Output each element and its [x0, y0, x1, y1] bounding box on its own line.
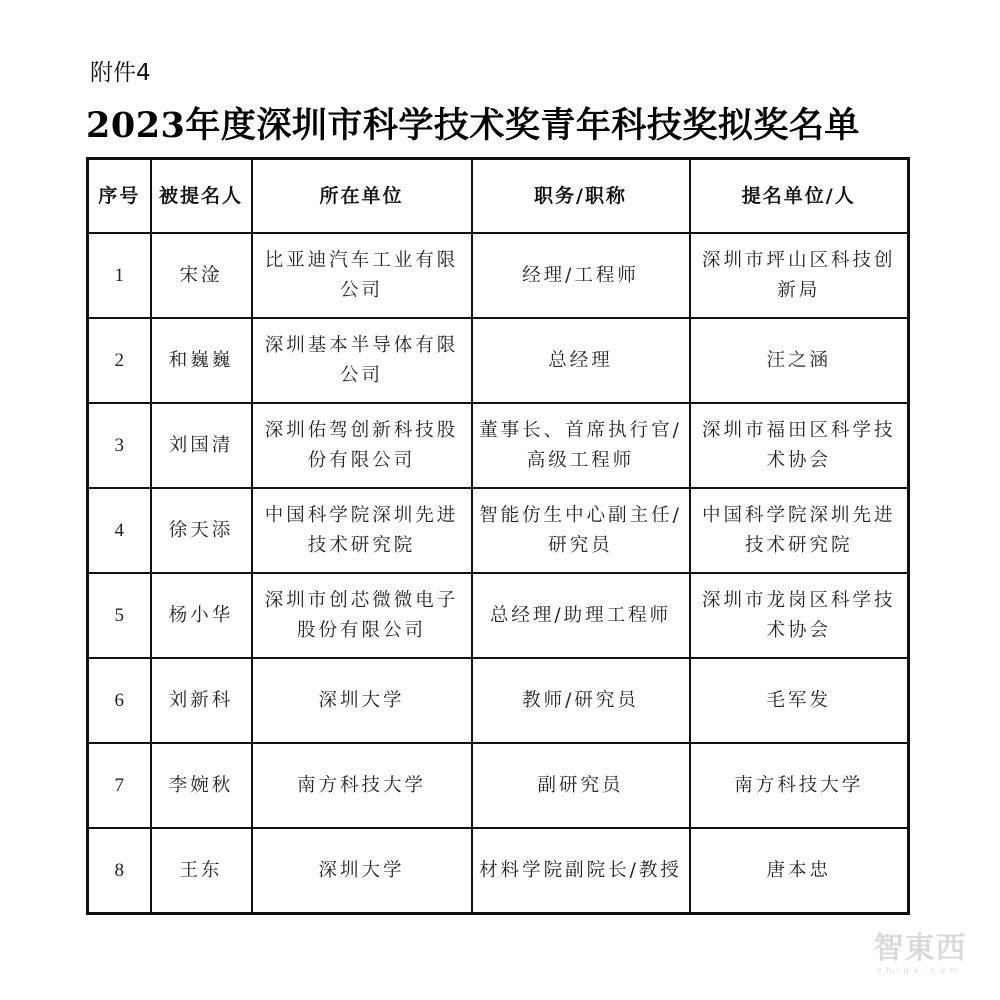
column-header-position: 职务/职称	[472, 159, 690, 234]
award-list-table	[86, 157, 910, 915]
attachment-label: 附件4	[90, 60, 151, 86]
cell-organization: 南方科技大学	[252, 743, 472, 828]
cell-organization: 深圳市创芯微微电子股份有限公司	[252, 573, 472, 658]
cell-no: 5	[88, 573, 151, 658]
cell-no: 7	[88, 743, 151, 828]
cell-nominator: 汪之涵	[690, 318, 909, 403]
column-header-nominator: 提名单位/人	[690, 159, 909, 234]
cell-name: 杨小华	[151, 573, 252, 658]
cell-nominator: 唐本忠	[690, 828, 909, 914]
cell-name: 刘新科	[151, 658, 252, 743]
cell-no: 8	[88, 828, 151, 914]
cell-position: 材料学院副院长/教授	[472, 828, 690, 914]
cell-organization: 深圳大学	[252, 828, 472, 914]
cell-organization: 深圳佑驾创新科技股份有限公司	[252, 403, 472, 488]
cell-name: 王东	[151, 828, 252, 914]
cell-position: 董事长、首席执行官/高级工程师	[472, 403, 690, 488]
watermark-logo-text: 智東西	[873, 931, 967, 966]
watermark-domain: zhidx.com	[877, 966, 963, 975]
cell-no: 2	[88, 318, 151, 403]
cell-name: 宋淦	[151, 233, 252, 318]
table-row	[88, 743, 909, 828]
cell-nominator: 南方科技大学	[690, 743, 909, 828]
cell-name: 李婉秋	[151, 743, 252, 828]
cell-no: 6	[88, 658, 151, 743]
cell-name: 刘国清	[151, 403, 252, 488]
cell-nominator: 中国科学院深圳先进技术研究院	[690, 488, 909, 573]
cell-organization: 中国科学院深圳先进技术研究院	[252, 488, 472, 573]
table-row	[88, 828, 909, 914]
cell-nominator: 深圳市龙岗区科学技术协会	[690, 573, 909, 658]
column-header-organization: 所在单位	[252, 159, 472, 234]
table-header-row	[88, 159, 909, 234]
cell-no: 1	[88, 233, 151, 318]
cell-organization: 比亚迪汽车工业有限公司	[252, 233, 472, 318]
cell-position: 总经理/助理工程师	[472, 573, 690, 658]
cell-name: 徐天添	[151, 488, 252, 573]
cell-nominator: 毛军发	[690, 658, 909, 743]
cell-position: 副研究员	[472, 743, 690, 828]
watermark-logo	[865, 932, 975, 976]
cell-no: 3	[88, 403, 151, 488]
table-row	[88, 233, 909, 318]
cell-no: 4	[88, 488, 151, 573]
table-row	[88, 573, 909, 658]
cell-position: 总经理	[472, 318, 690, 403]
page-title: 2023年度深圳市科学技术奖青年科技奖拟奖名单	[86, 105, 860, 146]
cell-organization: 深圳大学	[252, 658, 472, 743]
column-header-no: 序号	[88, 159, 151, 234]
cell-nominator: 深圳市福田区科学技术协会	[690, 403, 909, 488]
table-row	[88, 403, 909, 488]
cell-position: 经理/工程师	[472, 233, 690, 318]
cell-name: 和巍巍	[151, 318, 252, 403]
table-row	[88, 318, 909, 403]
cell-organization: 深圳基本半导体有限公司	[252, 318, 472, 403]
cell-position: 教师/研究员	[472, 658, 690, 743]
column-header-name: 被提名人	[151, 159, 252, 234]
cell-position: 智能仿生中心副主任/研究员	[472, 488, 690, 573]
table-row	[88, 658, 909, 743]
table-row	[88, 488, 909, 573]
cell-nominator: 深圳市坪山区科技创新局	[690, 233, 909, 318]
